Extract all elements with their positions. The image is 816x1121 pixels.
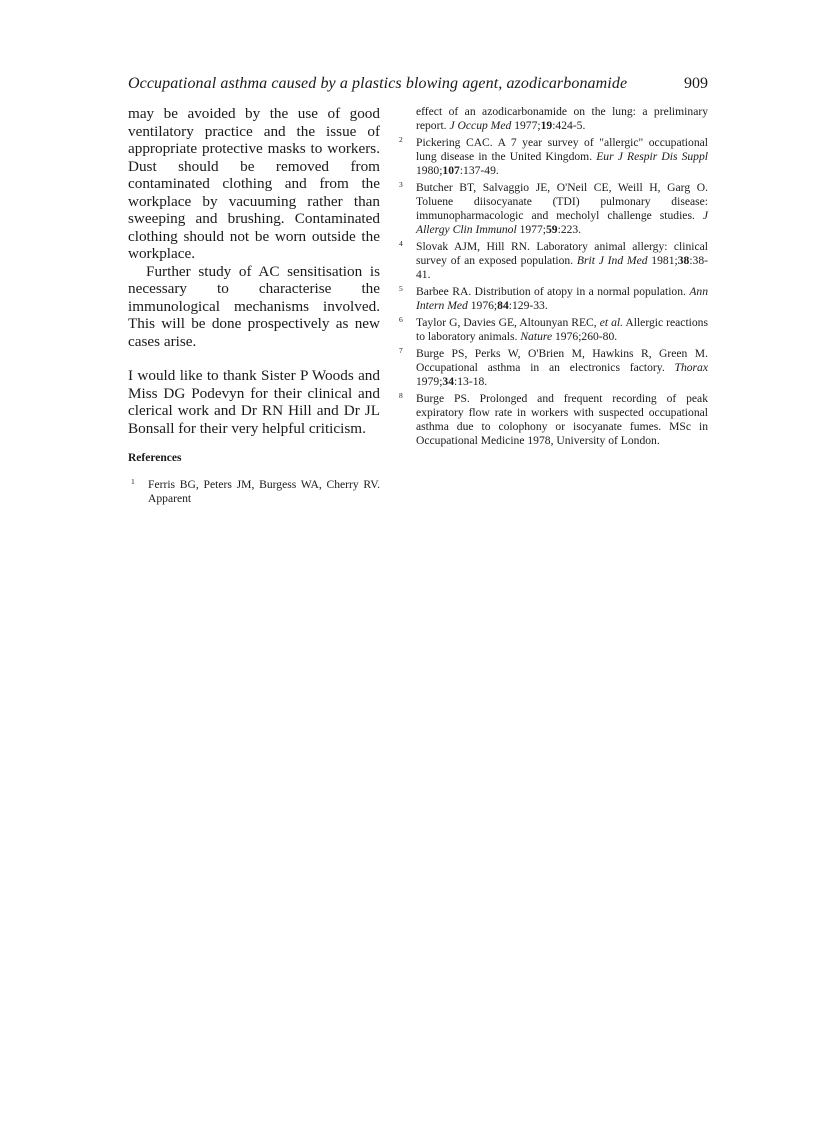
reference-year: 1977; — [516, 223, 546, 236]
reference-text: Burge PS. Prolonged and frequent recording of peak expiratory flow rate in workers with suspected occupational asthma due to colophony or isocyanate fumes. MSc in Occupational Medicine 1978, University of London. — [416, 392, 708, 447]
reference-2 — [396, 136, 708, 178]
reference-text: Burge PS, Perks W, O'Brien M, Hawkins R, Green M. Occupational asthma in an electronics factory. — [416, 347, 708, 374]
reference-year: 1979; — [416, 375, 443, 388]
reference-volume: 84 — [497, 299, 509, 312]
reference-pages: :424-5. — [552, 119, 586, 132]
reference-year: 1977; — [511, 119, 541, 132]
reference-text: Butcher BT, Salvaggio JE, O'Neil CE, Weill H, Garg O. Toluene diisocyanate (TDI) pulmonary disease: immunopharmacologic and mecholyl challenge studies. — [416, 181, 708, 222]
reference-number: 6 — [399, 315, 403, 324]
reference-year: 1976;260-80. — [552, 330, 618, 343]
reference-volume: 34 — [442, 375, 455, 388]
reference-volume: 19 — [540, 119, 553, 132]
reference-year: 1980; — [416, 164, 443, 177]
reference-journal: Nature — [520, 330, 553, 343]
reference-pages: :13-18. — [454, 375, 488, 388]
reference-number: 1 — [131, 477, 135, 486]
reference-et-al: et al. — [599, 316, 623, 329]
reference-journal: J Allergy Clin Immunol — [416, 209, 708, 236]
reference-list-left — [128, 478, 380, 506]
reference-5 — [396, 285, 708, 313]
references-heading: References — [128, 452, 182, 464]
reference-text: Slovak AJM, Hill RN. Laboratory animal allergy: clinical survey of an exposed population. — [416, 240, 708, 267]
reference-text-after-et-al: Allergic reactions to laboratory animals. — [416, 316, 708, 343]
reference-journal: Thorax — [674, 361, 708, 374]
reference-journal: Ann Intern Med — [416, 285, 708, 312]
reference-list-right — [396, 105, 708, 448]
reference-pages: :129-33. — [508, 299, 548, 312]
reference-1 — [128, 478, 380, 506]
reference-volume: 107 — [442, 164, 460, 177]
reference-text: Taylor G, Davies GE, Altounyan REC, — [416, 316, 600, 329]
reference-year: 1981; — [647, 254, 678, 267]
reference-number: 8 — [399, 391, 403, 400]
reference-number: 7 — [399, 346, 403, 355]
reference-journal: Brit J Ind Med — [576, 254, 648, 267]
reference-number: 5 — [399, 284, 403, 293]
reference-pages: :223. — [557, 223, 582, 236]
reference-journal: J Occup Med — [449, 119, 512, 132]
reference-6 — [396, 316, 708, 344]
page-number: 909 — [684, 75, 708, 92]
reference-text: effect of an azodicarbonamide on the lung: a preliminary report. — [416, 105, 708, 132]
body-paragraph-2: Further study of AC sensitisation is necessary to characterise the immunological mechanisms involved. This will be done prospectively as new cases arise. — [128, 262, 380, 350]
acknowledgement: I would like to thank Sister P Woods and Miss DG Podevyn for their clinical and clerical work and Dr RN Hill and Dr JL Bonsall for their very helpful criticism. — [128, 367, 380, 437]
running-header — [128, 75, 708, 99]
reference-7 — [396, 347, 708, 389]
reference-pages: :38-41. — [416, 254, 708, 281]
reference-volume: 38 — [677, 254, 690, 267]
reference-1-continued — [396, 105, 708, 133]
reference-8 — [396, 392, 708, 448]
reference-text: Ferris BG, Peters JM, Burgess WA, Cherry RV. Apparent — [148, 478, 380, 505]
reference-3 — [396, 181, 708, 237]
body-paragraph-1: may be avoided by the use of good ventilatory practice and the issue of appropriate protective masks to workers. Dust should be removed from contaminated clothing and from the workplace by vacuuming rather than sweeping and brushing. Contaminated clothing should not be worn outside the workplace. — [128, 105, 380, 262]
reference-year: 1976; — [467, 299, 498, 312]
reference-pages: :137-49. — [459, 164, 499, 177]
reference-number: 4 — [399, 239, 403, 248]
reference-volume: 59 — [546, 223, 558, 236]
reference-text: Pickering CAC. A 7 year survey of "allergic" occupational lung disease in the United Kingdom. — [416, 136, 708, 163]
running-title: Occupational asthma caused by a plastics blowing agent, azodicarbonamide — [128, 75, 628, 92]
right-column — [396, 105, 708, 451]
reference-number: 2 — [399, 135, 403, 144]
reference-4 — [396, 240, 708, 282]
reference-text: Barbee RA. Distribution of atopy in a normal population. — [416, 285, 690, 298]
left-column — [128, 105, 380, 509]
reference-number: 3 — [399, 180, 403, 189]
reference-journal: Eur J Respir Dis Suppl — [596, 150, 708, 163]
